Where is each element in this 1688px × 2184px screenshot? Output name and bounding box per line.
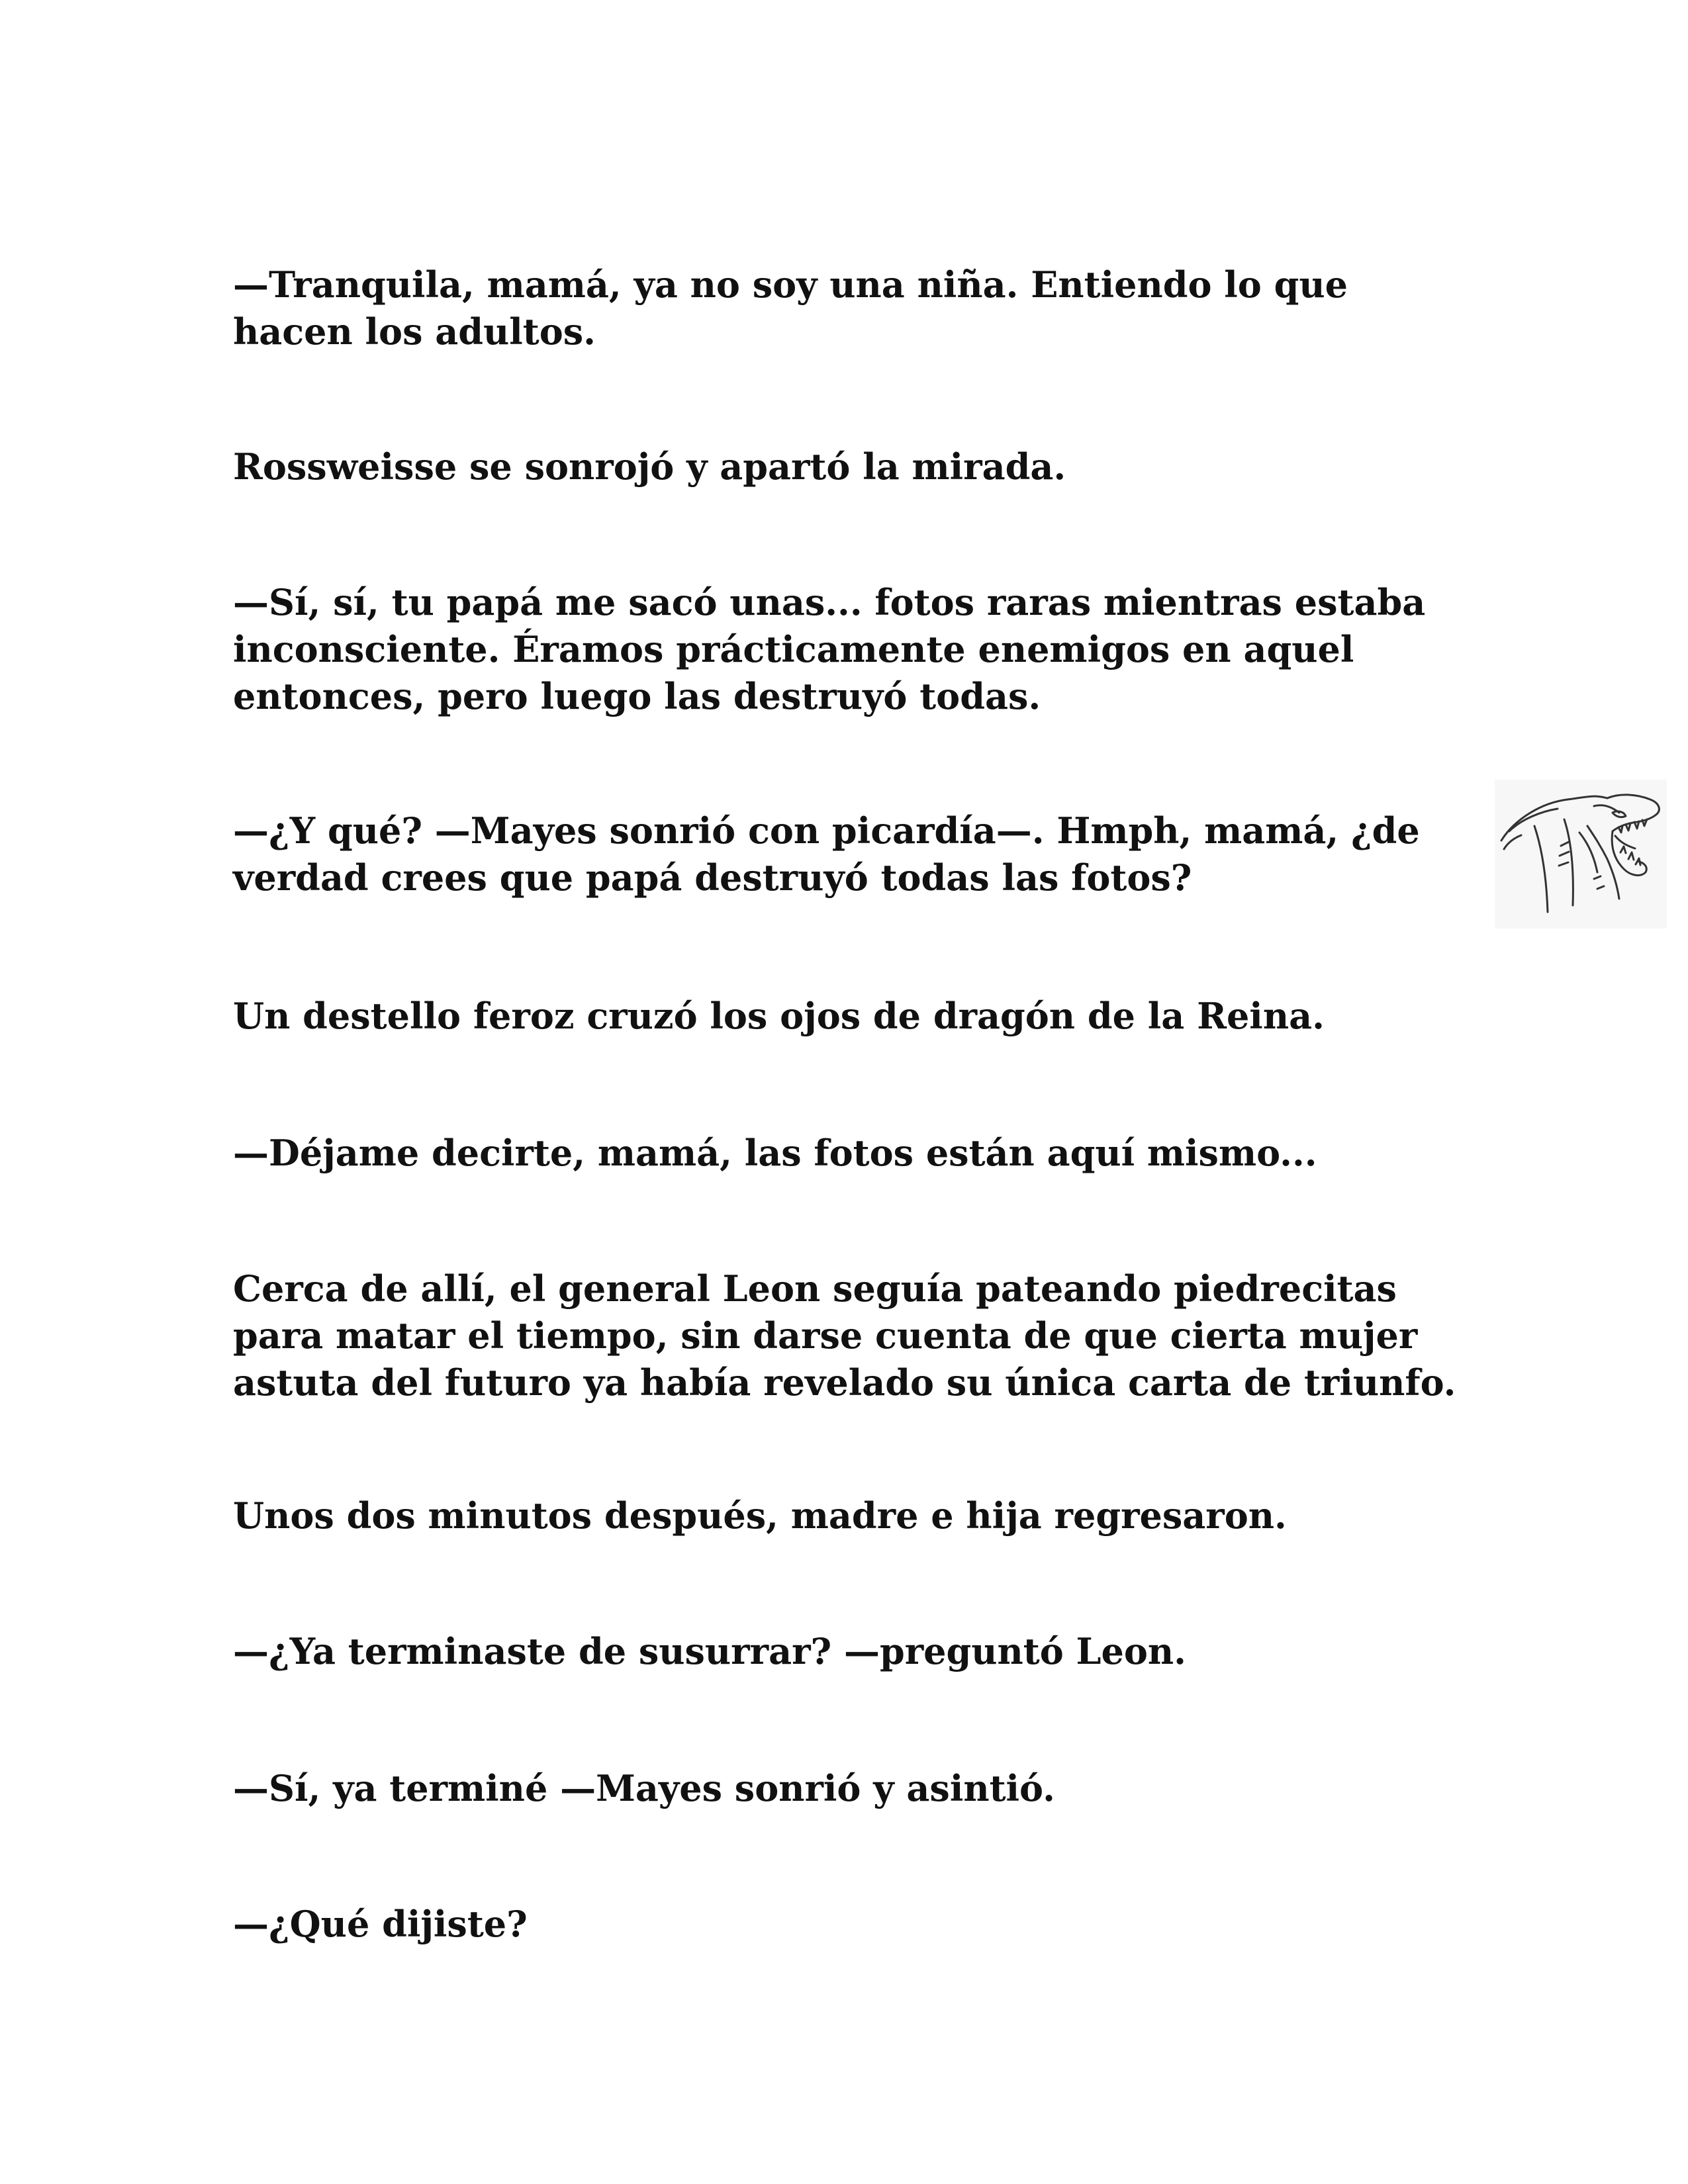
- paragraph: —Tranquila, mamá, ya no soy una niña. Entiendo lo que hacen los adultos.: [233, 263, 1348, 353]
- paragraph: —Déjame decirte, mamá, las fotos están aquí mismo...: [233, 1132, 1317, 1174]
- paragraph: —¿Ya terminaste de susurrar? —preguntó Leon.: [233, 1630, 1186, 1672]
- paragraph: Rossweisse se sonrojó y apartó la mirada.: [233, 445, 1066, 488]
- paragraph: Cerca de allí, el general Leon seguía pateando piedrecitas para matar el tiempo, sin darse cuenta de que cierta mujer astuta del futuro ya había revelado su única carta de triunfo.: [233, 1267, 1456, 1404]
- paragraph: Un destello feroz cruzó los ojos de dragón de la Reina.: [233, 995, 1325, 1037]
- paragraph: —Sí, ya terminé —Mayes sonrió y asintió.: [233, 1767, 1055, 1809]
- paragraph: Unos dos minutos después, madre e hija regresaron.: [233, 1494, 1287, 1537]
- dinosaur-head-sketch-icon: [1495, 780, 1667, 929]
- paragraph: —¿Qué dijiste?: [233, 1903, 528, 1945]
- paragraph: —¿Y qué? —Mayes sonrió con picardía—. Hmph, mamá, ¿de verdad crees que papá destruyó todas las fotos?: [233, 809, 1420, 899]
- paragraph: —Sí, sí, tu papá me sacó unas... fotos raras mientras estaba inconsciente. Éramos prácticamente enemigos en aquel entonces, pero luego las destruyó todas.: [233, 581, 1426, 717]
